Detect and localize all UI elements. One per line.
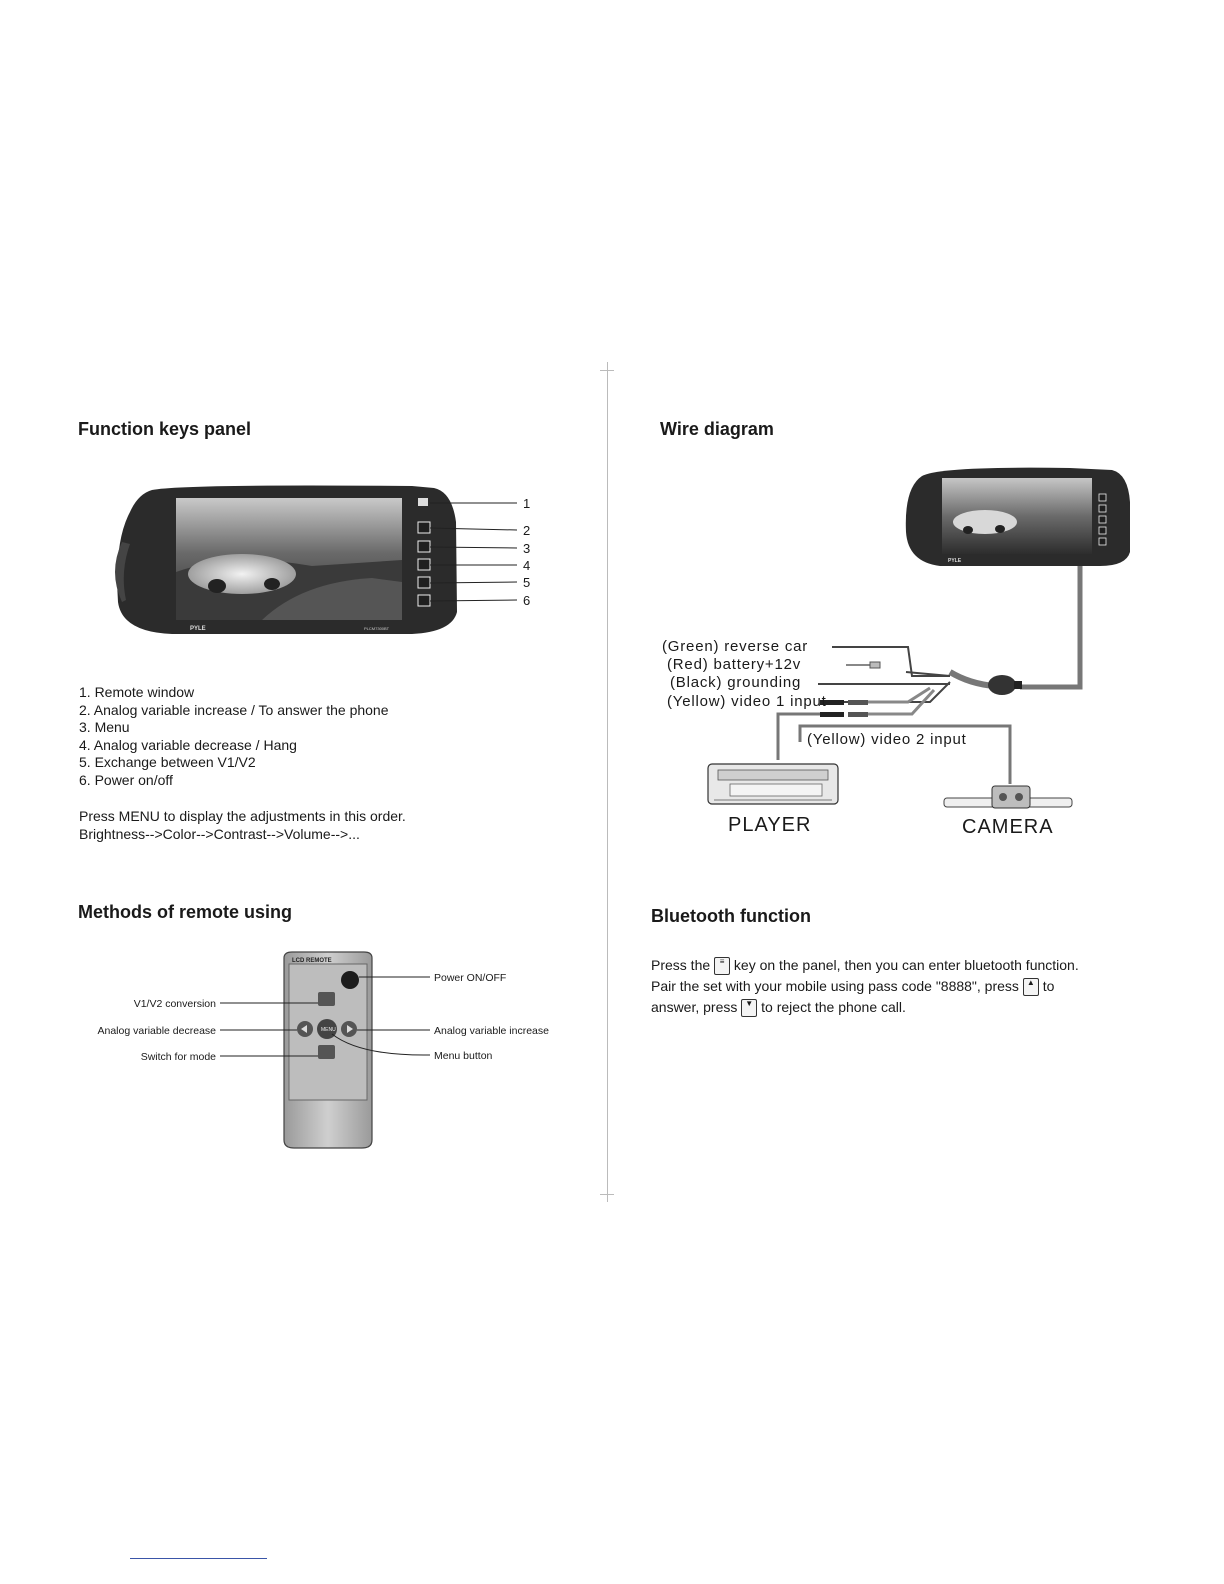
list-item: 1. Remote window: [79, 684, 195, 700]
player-device: [708, 764, 838, 804]
camera-device: [944, 786, 1072, 808]
label-power: Power ON/OFF: [434, 972, 507, 984]
label-black: (Black) grounding: [670, 674, 802, 691]
camera-label: CAMERA: [962, 816, 1054, 838]
key-up-icon: [418, 522, 430, 533]
footer-rule: [130, 1558, 267, 1559]
divider-tick-bottom: [600, 1194, 614, 1195]
mirror-monitor-illustration: [112, 482, 542, 640]
player-label: PLAYER: [728, 814, 812, 836]
callout-6: 6: [523, 593, 531, 608]
label-yellow1: (Yellow) video 1 input: [667, 693, 827, 710]
remote-heading: Methods of remote using: [78, 902, 293, 922]
label-v1v2: V1/V2 conversion: [133, 998, 216, 1010]
mirror-logo-small: PYLE: [948, 558, 962, 564]
bluetooth-heading: Bluetooth function: [651, 906, 811, 926]
divider-tick-top: [600, 370, 614, 371]
function-keys-list: [79, 684, 389, 789]
key-power-icon: [418, 595, 430, 606]
function-keys-heading: Function keys panel: [78, 419, 252, 439]
power-button-icon: [341, 971, 359, 989]
bluetooth-mode-key-icon: ≡: [714, 957, 730, 975]
label-red: (Red) battery+12v: [667, 656, 802, 673]
label-menu: Menu button: [434, 1050, 493, 1062]
callout-5: 5: [523, 575, 531, 590]
menu-note-line2: Brightness-->Color-->Contrast-->Volume-->...: [79, 825, 360, 842]
harness-connector: [988, 675, 1016, 695]
list-item: 2. Analog variable increase / To answer the phone: [79, 701, 389, 718]
list-item: 5. Exchange between V1/V2: [79, 754, 256, 770]
bluetooth-line-1: Press the ≡ key on the panel, then you can enter bluetooth function.: [651, 955, 1171, 976]
callout-4: 4: [523, 558, 531, 573]
label-decrease: Analog variable decrease: [97, 1025, 216, 1037]
mirror-logo: PYLE: [190, 626, 206, 632]
car-image: [188, 554, 296, 594]
callout-2: 2: [523, 523, 531, 538]
remote-illustration: [70, 950, 590, 1155]
wire-diagram: [650, 462, 1150, 847]
mirror-model: PLCM7300BT: [364, 626, 390, 631]
menu-key-label: MENU: [321, 1027, 336, 1033]
up-ok-key-icon: ▲: [1023, 978, 1039, 996]
list-item: 4. Analog variable decrease / Hang: [79, 736, 297, 753]
page-divider: [607, 362, 608, 1202]
mode-button-icon: [318, 1045, 335, 1059]
callout-1: 1: [523, 496, 531, 511]
wire-diagram-heading: Wire diagram: [660, 419, 774, 439]
list-item: 3. Menu: [79, 719, 130, 735]
bluetooth-line-2: Pair the set with your mobile using pass code "8888", press ▲ to: [651, 976, 1171, 997]
label-increase: Analog variable increase: [434, 1025, 549, 1037]
list-item: 6. Power on/off: [79, 771, 173, 788]
down-key-icon: ▼: [741, 999, 757, 1017]
key-down-icon: [418, 559, 430, 570]
bluetooth-line-3: answer, press ▼ to reject the phone call.: [651, 997, 1171, 1018]
label-green: (Green) reverse car: [662, 638, 809, 655]
callout-3: 3: [523, 541, 531, 556]
remote-window: [418, 498, 428, 506]
label-mode: Switch for mode: [140, 1051, 216, 1063]
v1v2-button-icon: [318, 992, 335, 1006]
key-menu-icon: [418, 541, 430, 552]
remote-label: LCD REMOTE: [292, 958, 332, 964]
menu-note-line1: Press MENU to display the adjustments in this order.: [79, 808, 406, 824]
bluetooth-text: [651, 955, 1171, 1018]
menu-note: [79, 808, 406, 843]
key-v1v2-icon: [418, 577, 430, 588]
label-yellow2: (Yellow) video 2 input: [807, 731, 967, 748]
